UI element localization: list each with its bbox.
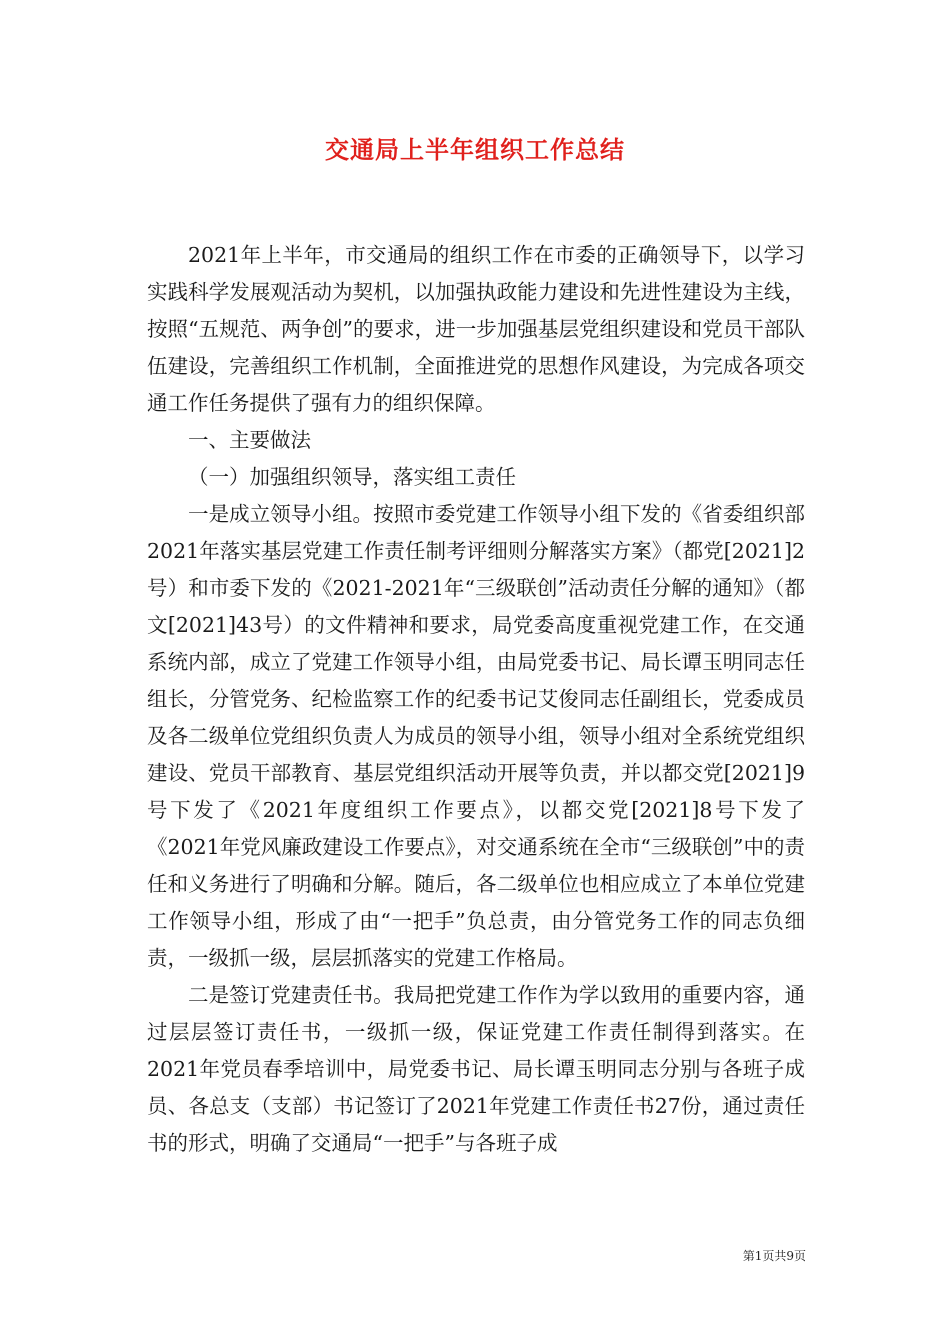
document-body [147,237,805,1162]
section-heading: 一、主要做法 [188,428,311,452]
paragraph-leadership-group: 一是成立领导小组。按照市委党建工作领导小组下发的《省委组织部2021年落实基层党建工作责任制考评细则分解落实方案》（都党[2021]2号）和市委下发的《2021-2021年“三级联创”活动责任分解的通知》（都文[2021]43号）的文件精神和要求，局党委高度重视党建工作，在交通系统内部，成立了党建工作领导小组，由局党委书记、局长谭玉明同志任组长，分管党务、纪检监察工作的纪委书记艾俊同志任副组长，党委成员及各二级单位党组织负责人为成员的领导小组，领导小组对全系统党组织建设、党员干部教育、基层党组织活动开展等负责，并以都交党[2021]9号下发了《2021年度组织工作要点》，以都交党[2021]8号下发了《2021年党风廉政建设工作要点》，对交通系统在全市“三级联创”中的责任和义务进行了明确和分解。随后，各二级单位也相应成立了本单位党建工作领导小组，形成了由“一把手”负总责，由分管党务工作的同志负细责，一级抓一级，层层抓落实的党建工作格局。 [147,502,805,970]
paragraph-intro: 2021年上半年，市交通局的组织工作在市委的正确领导下，以学习实践科学发展观活动为契机，以加强执政能力建设和先进性建设为主线，按照“五规范、两争创”的要求，进一步加强基层党组织建设和党员干部队伍建设，完善组织工作机制，全面推进党的思想作风建设，为完成各项交通工作任务提供了强有力的组织保障。 [147,243,805,415]
subsection-heading: （一）加强组织领导，落实组工责任 [188,465,516,489]
document-title: 交通局上半年组织工作总结 [325,136,625,164]
paragraph-responsibility-letter: 二是签订党建责任书。我局把党建工作作为学以致用的重要内容，通过层层签订责任书，一级抓一级，保证党建工作责任制得到落实。在2021年党员春季培训中，局党委书记、局长谭玉明同志分别与各班子成员、各总支（支部）书记签订了2021年党建工作责任书27份，通过责任书的形式，明确了交通局“一把手”与各班子成 [147,983,805,1155]
page-number: 第1页共9页 [742,1249,806,1263]
